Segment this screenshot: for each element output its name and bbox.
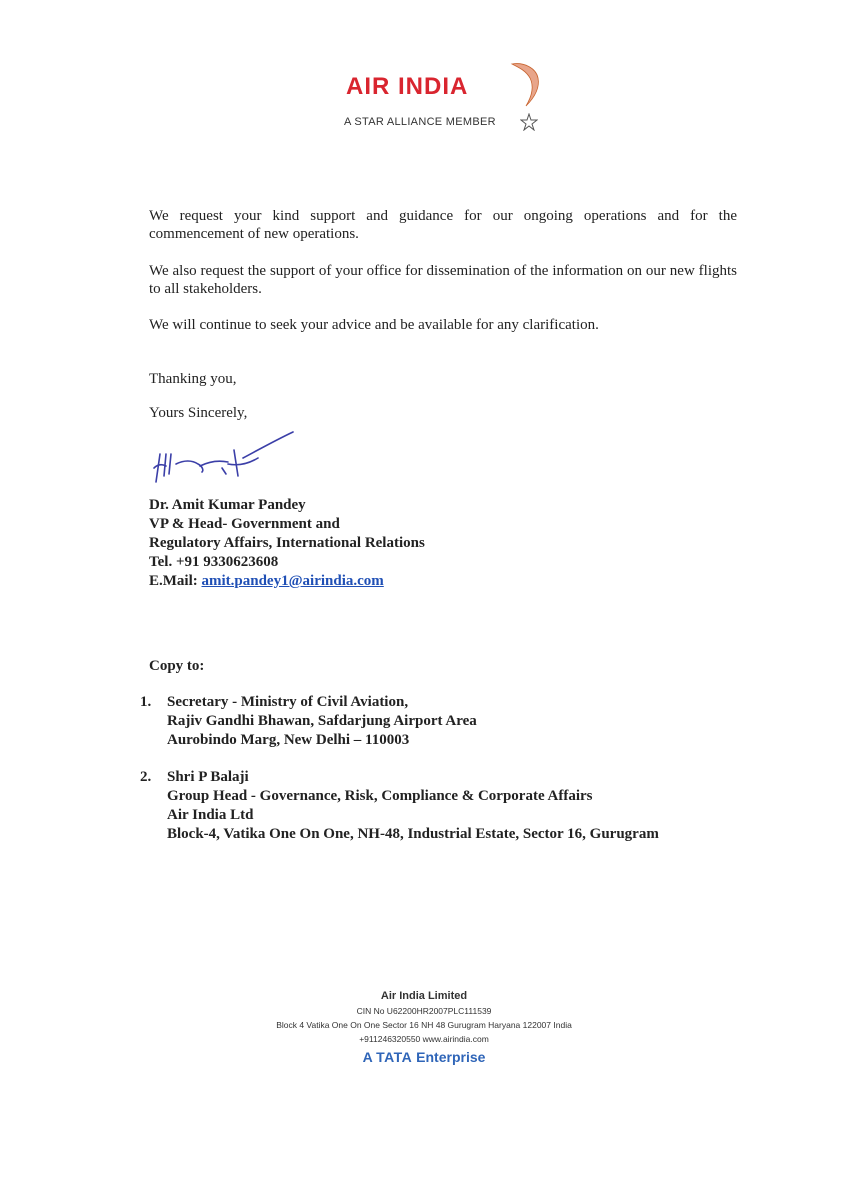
tata-suffix: Enterprise [416, 1049, 486, 1065]
letterhead-footer [224, 989, 624, 1067]
signatory-email-row [149, 572, 425, 591]
thanking-line: Thanking you, [149, 371, 237, 387]
signatory-title-line-2: Regulatory Affairs, International Relations [149, 535, 425, 551]
email-label: E.Mail: [149, 573, 198, 589]
letterhead-logo [330, 60, 550, 140]
footer-company-name: Air India Limited [380, 990, 468, 1002]
copy-to-number: 2. [140, 769, 152, 785]
body-paragraph-3: We will continue to seek your advice and be available for any clarification. [149, 317, 599, 333]
tata-enterprise-logo [224, 1047, 624, 1067]
copy-to-list [140, 693, 659, 862]
signatory-title-line-1: VP & Head- Government and [149, 516, 340, 532]
footer-address: Block 4 Vatika One On One Sector 16 NH 48 Gurugram Haryana 122007 India [276, 1020, 572, 1030]
star-alliance-tagline: A STAR ALLIANCE MEMBER [344, 116, 496, 128]
copy-to-heading: Copy to: [149, 658, 205, 674]
copy-to-item [140, 693, 659, 750]
logo-swoosh-icon [510, 60, 542, 110]
copy-to-line: Secretary - Ministry of Civil Aviation, [167, 694, 409, 710]
copy-to-item [140, 768, 659, 844]
copy-to-line: Group Head - Governance, Risk, Compliance & Corporate Affairs [167, 788, 593, 804]
air-india-wordmark: AIR INDIA [346, 73, 469, 100]
copy-to-number: 1. [140, 694, 152, 710]
closing-line: Yours Sincerely, [149, 405, 248, 421]
signatory-phone: Tel. +91 9330623608 [149, 554, 279, 570]
signatory-name: Dr. Amit Kumar Pandey [149, 497, 306, 513]
footer-contact: +911246320550 www.airindia.com [359, 1034, 489, 1044]
email-link[interactable]: amit.pandey1@airindia.com [201, 573, 384, 589]
copy-to-line: Block-4, Vatika One On One, NH-48, Industrial Estate, Sector 16, Gurugram [167, 826, 659, 842]
handwritten-signature [148, 424, 298, 488]
signatory-block [149, 496, 425, 591]
copy-to-line: Air India Ltd [167, 807, 254, 823]
copy-to-line: Aurobindo Marg, New Delhi – 110003 [167, 732, 410, 748]
body-paragraph-1: We request your kind support and guidance for our ongoing operations and for the commencement of new operations. [149, 208, 737, 242]
copy-to-line: Rajiv Gandhi Bhawan, Safdarjung Airport Area [167, 713, 477, 729]
tata-prefix: A [362, 1049, 373, 1065]
footer-cin: CIN No U62200HR2007PLC111539 [356, 1006, 492, 1016]
copy-to-line: Shri P Balaji [167, 769, 249, 785]
tata-word: TATA [376, 1049, 413, 1065]
body-paragraph-2: We also request the support of your office for dissemination of the information on our new flights to all stakeholders. [149, 263, 737, 297]
star-alliance-icon [520, 113, 538, 131]
